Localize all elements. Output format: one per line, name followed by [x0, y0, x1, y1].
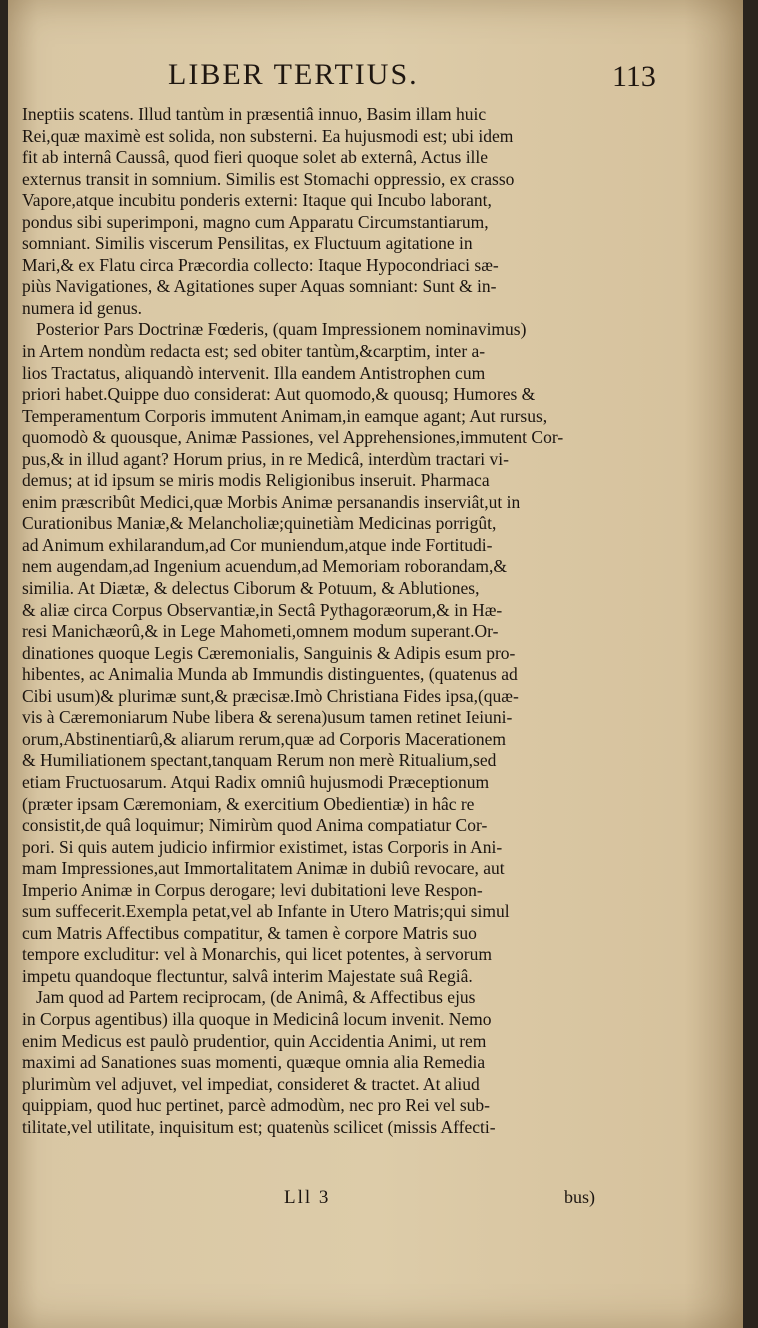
text-line: priori habet.Quippe duo considerat: Aut quomodo,& quousq; Humores &: [22, 384, 536, 405]
text-line: Rei,quæ maximè est solida, non substerni. Ea hujusmodi est; ubi idem: [22, 125, 514, 146]
text-line: Vapore,atque incubitu ponderis externi: Itaque qui Incubo laborant,: [22, 190, 492, 211]
text-line: vis à Cæremoniarum Nube libera & serena)usum tamen retinet Ieiuni-: [22, 707, 513, 728]
text-line: resi Manichæorû,& in Lege Mahometi,omnem modum superant.Or-: [22, 621, 499, 642]
text-line: hibentes, ac Animalia Munda ab Immundis distinguentes, (quatenus ad: [22, 664, 518, 685]
text-line: enim præscribût Medici,quæ Morbis Animæ persanandis inserviât,ut in: [22, 491, 521, 512]
text-line: cum Matris Affectibus compatitur, & tamen è corpore Matris suo: [22, 922, 477, 943]
text-line: plurimùm vel adjuvet, vel impediat, consideret & tractet. At aliud: [22, 1073, 480, 1094]
text-line: pus,& in illud agant? Horum prius, in re Medicâ, interdùm tractari vi-: [22, 448, 509, 469]
text-line: Jam quod ad Partem reciprocam, (de Animâ, & Affectibus ejus: [36, 987, 476, 1008]
text-line: piùs Navigationes, & Agitationes super Aquas somniant: Sunt & in-: [22, 276, 497, 297]
text-line: orum,Abstinentiarû,& aliarum rerum,quæ ad Corporis Macerationem: [22, 728, 507, 749]
text-line: similia. At Diætæ, & delectus Ciborum & Potuum, & Ablutiones,: [22, 578, 480, 599]
text-line: maximi ad Sanationes suas momenti, quæque omnia alia Remedia: [22, 1052, 486, 1073]
text-line: Ineptiis scatens. Illud tantùm in præsentiâ innuo, Basim illam huic: [22, 104, 487, 124]
text-line: tempore excluditur: vel à Monarchis, qui licet potentes, à servorum: [22, 944, 492, 965]
text-line: etiam Fructuosarum. Atqui Radix omniû hujusmodi Præceptionum: [22, 771, 490, 792]
text-line: quomodò & quousque, Animæ Passiones, vel Apprehensiones,immutent Cor-: [22, 427, 564, 448]
text-line: somniant. Similis viscerum Pensilitas, ex Fluctuum agitatione in: [22, 233, 473, 254]
text-line: Mari,& ex Flatu circa Præcordia collecto: Itaque Hypocondriaci sæ-: [22, 254, 499, 275]
text-line: enim Medicus est paulò prudentior, quin Accidentia Animi, ut rem: [22, 1030, 487, 1051]
text-line: dinationes quoque Legis Cæremonialis, Sanguinis & Adipis esum pro-: [22, 642, 516, 663]
text-line: Posterior Pars Doctrinæ Fœderis, (quam Impressionem nominavimus): [36, 319, 527, 340]
page-number: 113: [612, 60, 656, 93]
running-title: LIBER TERTIUS.: [168, 58, 419, 91]
catchword: bus): [564, 1187, 595, 1207]
text-line: pori. Si quis autem judicio infirmior existimet, istas Corporis in Ani-: [22, 836, 503, 857]
text-line: Imperio Animæ in Corpus derogare; levi dubitationi leve Respon-: [22, 879, 483, 900]
text-line: in Corpus agentibus) illa quoque in Medicinâ locum invenit. Nemo: [22, 1008, 492, 1029]
body-text: [22, 104, 602, 1138]
text-line: externus transit in somnium. Similis est Stomachi oppressio, ex crasso: [22, 168, 515, 189]
text-line: ad Animum exhilarandum,ad Cor muniendum,atque inde Fortitudi-: [22, 534, 493, 555]
text-line: Cibi usum)& plurimæ sunt,& præcisæ.Imò Christiana Fides ipsa,(quæ-: [22, 685, 519, 706]
text-line: Temperamentum Corporis immutent Animam,in eamque agant; Aut rursus,: [22, 405, 548, 426]
text-line: numera id genus.: [22, 297, 143, 318]
text-line: & Humiliationem spectant,tanquam Rerum non merè Ritualium,sed: [22, 750, 497, 771]
book-page: [8, 0, 743, 1328]
text-line: in Artem nondùm redacta est; sed obiter tantùm,&carptim, inter a-: [22, 341, 486, 362]
text-line: sum suffecerit.Exempla petat,vel ab Infante in Utero Matris;qui simul: [22, 901, 510, 922]
text-line: consistit,de quâ loquimur; Nimirùm quod Anima compatiatur Cor-: [22, 815, 488, 836]
text-line: & aliæ circa Corpus Observantiæ,in Sectâ Pythagoræorum,& in Hæ-: [22, 599, 503, 620]
text-line: lios Tractatus, aliquandò intervenit. Illa eandem Antistrophen cum: [22, 362, 486, 383]
text-line: pondus sibi superimponi, magno cum Apparatu Circumstantiarum,: [22, 211, 489, 232]
signature-mark: Lll 3: [284, 1187, 331, 1208]
text-line: quippiam, quod huc pertinet, parcè admodùm, nec pro Rei vel sub-: [22, 1095, 490, 1116]
text-line: mam Impressiones,aut Immortalitatem Animæ in dubiû revocare, aut: [22, 858, 505, 879]
text-line: impetu quandoque flectuntur, salvâ interim Majestate suâ Regiâ.: [22, 965, 473, 986]
text-line: fit ab internâ Caussâ, quod fieri quoque solet ab externâ, Actus ille: [22, 147, 489, 168]
text-line: Curationibus Maniæ,& Melancholiæ;quinetiàm Medicinas porrigût,: [22, 513, 497, 534]
text-line: tilitate,vel utilitate, inquisitum est; quatenùs scilicet (missis Affecti-: [22, 1116, 496, 1137]
text-line: (præter ipsam Cæremoniam, & exercitium Obedientiæ) in hâc re: [22, 793, 475, 814]
text-line: nem augendam,ad Ingenium acuendum,ad Memoriam roborandam,&: [22, 556, 507, 577]
text-line: demus; at id ipsum se miris modis Religionibus inseruit. Pharmaca: [22, 470, 490, 491]
